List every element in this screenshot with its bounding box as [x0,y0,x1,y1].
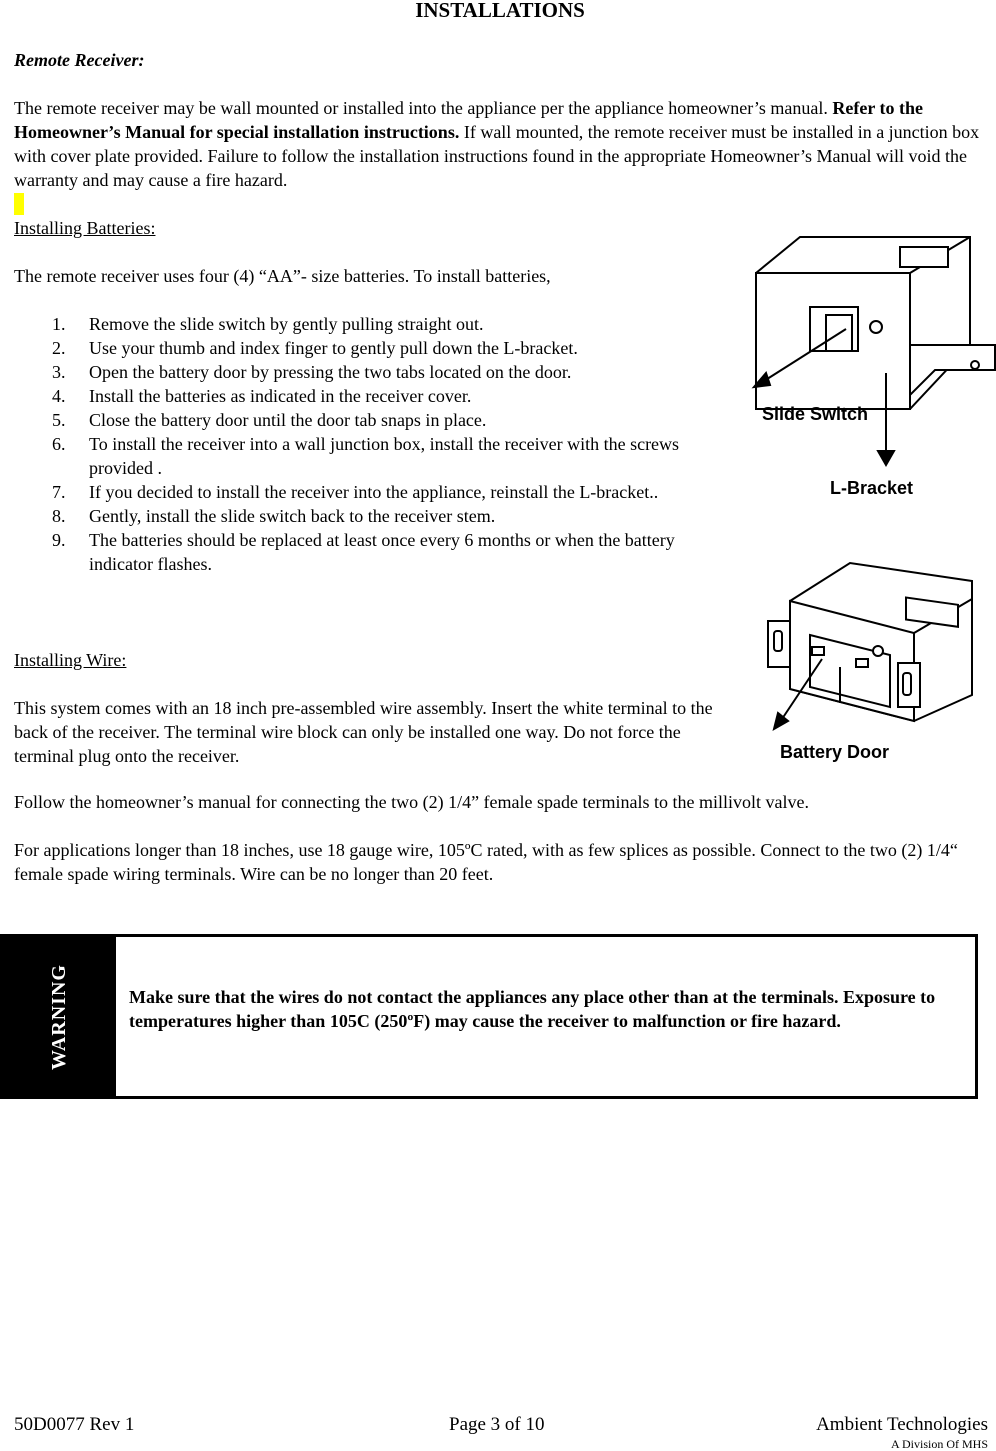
wire-paragraph-3: For applications longer than 18 inches, use 18 gauge wire, 105ºC rated, with as few splices as possible. Connect to the two (2) 1/4“ female spade wiring terminals. Wire can be no longer than 20 feet. [14,840,958,884]
battery-steps-list [14,312,729,576]
footer-company: Ambient Technologies [816,1414,988,1435]
list-item: 1. Remove the slide switch by gently pulling straight out. [52,314,484,334]
wire-paragraph-2: Follow the homeowner’s manual for connecting the two (2) 1/4” female spade terminals to the millivolt valve. [14,792,809,812]
warning-box [0,934,978,1099]
list-item: 2. Use your thumb and index finger to gently pull down the L-bracket. [52,338,578,358]
remote-receiver-heading: Remote Receiver: [14,50,145,70]
slide-switch-label: Slide Switch [762,404,869,424]
installing-wire-heading: Installing Wire: [14,650,127,670]
l-bracket-label: L-Bracket [830,478,914,498]
footer-doc-id: 50D0077 Rev 1 [14,1414,135,1435]
warning-text: Make sure that the wires do not contact the appliances any place other than at the terminals. Exposure to temperatures higher than 105C (250ºF) may cause the receiver to malfunction or fire hazard. [129,987,936,1031]
list-item: 7. If you decided to install the receiver into the appliance, reinstall the L-bracket.. [52,482,659,502]
list-item: 5. Close the battery door until the door tab snaps in place. [52,410,487,430]
warning-label: WARNING [48,964,70,1070]
footer-page-number: Page 3 of 10 [449,1414,545,1435]
receiver-front-illustration [740,225,996,475]
batteries-intro: The remote receiver uses four (4) “AA”- size batteries. To install batteries, [14,266,551,286]
footer-division: A Division Of MHS [890,1437,988,1451]
remote-receiver-text: The remote receiver may be wall mounted or installed into the appliance per the appliance homeowner’s manual. [14,98,828,118]
remote-receiver-bold-note: Refer to the Homeowner’s Manual for special installation instructions. [14,98,923,142]
remote-receiver-text-rest: If wall mounted, the remote receiver must be installed in a junction box with cover plate provided. Failure to follow the installation instructions found in the appropriate Homeowner’s Manual will void the warranty and may cause a fire hazard. [14,122,980,190]
list-item: 8. Gently, install the slide switch back to the receiver stem. [52,506,496,526]
remote-receiver-paragraph [14,96,989,192]
list-item: 6. To install the receiver into a wall junction box, install the receiver with the screws provided . [52,434,680,478]
page-title: INSTALLATIONS [415,0,585,22]
battery-door-label: Battery Door [780,742,890,762]
list-item: 3. Open the battery door by pressing the two tabs located on the door. [52,362,572,382]
highlight-mark [14,193,24,215]
warning-side-panel [3,937,116,1096]
wire-paragraph-1: This system comes with an 18 inch pre-assembled wire assembly. Insert the white terminal to the back of the receiver. The terminal wire block can only be installed one way. Do not force the terminal plug onto the receiver. [14,698,713,766]
list-item: 9. The batteries should be replaced at least once every 6 months or when the battery indicator flashes. [52,530,675,574]
installing-batteries-heading: Installing Batteries: [14,218,156,238]
receiver-back-illustration [760,555,990,745]
list-item: 4. Install the batteries as indicated in the receiver cover. [52,386,472,406]
